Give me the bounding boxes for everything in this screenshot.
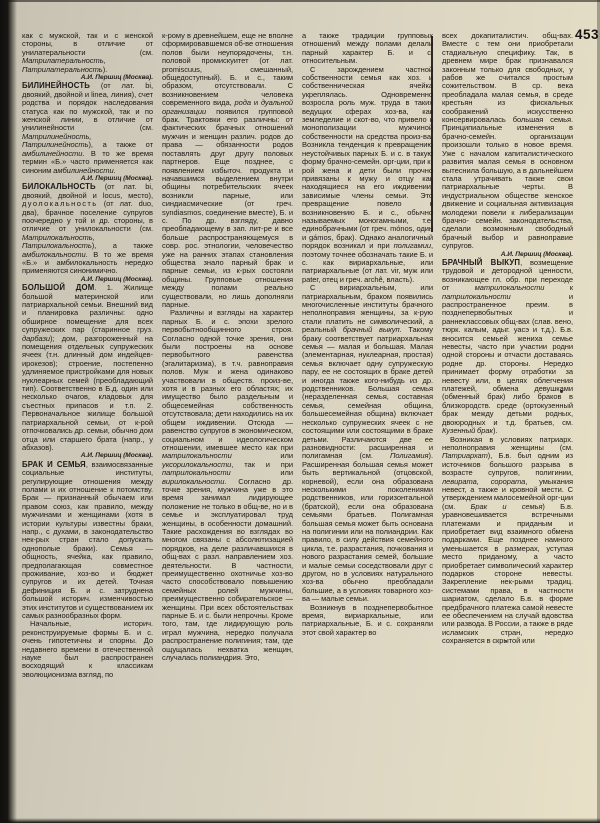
text-segment: ) Б.в. уравновешивается встречными платежами и приданым и приобретает вид взаимного обмена подарками. Еще позднее намного уменьшается в размерах, уступая место приданому, а часто приобретает символический характер подарков стороне невесты. Закрепление нек-рыми традиц. системами права, в частности шариатом, сделало Б.в. в форме предбрачного платежа самой невесте ее обеспечением на случай вдовства или развода. В России, а также в ряде исламских стран, нередко сохраняется в скрытой или	[442, 501, 573, 646]
text-column-4	[442, 32, 573, 814]
text-segment: брачный выкуп	[342, 325, 400, 335]
author-signature: А.И. Першиц (Москва).	[500, 250, 573, 258]
author-signature: А.И. Першиц (Москва).	[80, 74, 153, 82]
text-segment: матрилокальности	[474, 283, 545, 293]
paragraph	[162, 32, 293, 309]
text-segment: , умыкания невест, а также и кровной мести. С утверждением малосемейной орг-ции (см.	[442, 476, 573, 511]
text-segment: или	[231, 451, 293, 461]
text-segment: , возмещение трудовой и детородной ценности, возникающее гл. обр. при переходе от	[442, 257, 573, 293]
book-binding-shadow	[0, 0, 17, 823]
entry-headword: БИЛОКАЛЬНОСТЬ	[22, 182, 96, 192]
text-segment: амбилинейности	[22, 148, 83, 158]
paragraph	[22, 32, 153, 74]
text-segment: С вириархальным, или патриархальным, браком появились многочисленные институты брачного неполноправия женщины, за к-рую стали платить не символический, а реальный	[302, 283, 433, 335]
text-segment: .	[113, 165, 116, 175]
text-segment: ), а также	[91, 241, 153, 251]
paragraph	[302, 66, 433, 285]
text-segment: левирата, сорората	[442, 476, 526, 486]
text-segment: Кузенный брак	[442, 426, 493, 436]
text-segment: Матрилатеральность, Патрилатеральность	[22, 56, 106, 74]
entry-paragraph	[22, 82, 153, 174]
text-segment: . 1. Жилище большой материнской или патриархальной семьи. Внешний вид и планировка различны: одно обширное помещение для всех супружеских пар (старинное груз.	[22, 283, 153, 335]
text-segment: Брак и семья	[470, 501, 543, 511]
entry-paragraph	[22, 284, 153, 452]
text-segment: вирилокальности	[162, 476, 225, 486]
text-segment: ).	[492, 426, 498, 436]
text-segment: Матрилокальность, Патрилокальность	[22, 232, 95, 251]
paragraph	[442, 32, 573, 251]
entry-headword: БИЛИНЕЙНОСТЬ	[22, 81, 91, 91]
paragraph	[302, 284, 433, 603]
text-segment: ).	[102, 64, 108, 74]
text-columns	[22, 32, 573, 814]
paragraph	[302, 32, 433, 66]
text-segment: ); дом, разгороженный на помещения отдельных супружеских ячеек (т.н. длинный дом индейцев-ирокезов); строение, постепенно удлиняемое пристройками для новых нуклеарных семей (преобладающий тип). Соответственно в Б.д. один или несколько очагов, кладовых для съестных припасов и т.п. 2. Первоначальное жилище большой патриархальной семьи, от к-рой отпочковались др. семьи, обычно дом отца или старшего брата (напр., у абхазов).	[22, 333, 153, 452]
author-signature: А.И. Першиц (Москва).	[80, 452, 153, 460]
page-number: 453	[574, 27, 599, 42]
paragraph	[302, 604, 433, 638]
text-segment: дуолокальность	[22, 199, 98, 209]
text-column-1	[22, 32, 153, 814]
text-segment: дуальной организации	[162, 98, 293, 116]
entry-headword: БРАЧНЫЙ ВЫКУП	[442, 257, 521, 267]
text-segment: ), Б.в. был одним из источников большого разрыва в возрасте супругов, полигинии,	[442, 451, 573, 478]
text-segment: Начальные, историч. реконструируемые формы Б. и с. очень гипотетичны и спорны. До недавнего времени в отечественной науке был распространен восходящий к классикам эволюционизма взгляд, по	[22, 619, 153, 679]
text-segment: Матрилинейность, Патрилинейность	[22, 131, 92, 150]
entry-headword: БОЛЬШОЙ ДОМ	[22, 283, 95, 293]
paragraph	[162, 309, 293, 662]
text-segment: амбилинейности	[53, 165, 114, 175]
scan-edge-bottom	[0, 818, 600, 823]
text-segment: амбилокальности	[22, 249, 86, 259]
text-segment: патрилокальности	[442, 291, 511, 301]
text-segment: как с мужской, так и с женской стороны, в отличие от унилатеральности (см.	[22, 32, 153, 57]
entry-paragraph	[22, 461, 153, 621]
text-column-2	[162, 32, 293, 814]
text-segment: (от лат. duo, два), брачное поселение супругов поочередно у той и др. стороны, в отличие от унилокальности (см.	[22, 199, 153, 234]
text-segment: ), а также от	[88, 140, 153, 150]
text-segment: . В то же время «Б.» и амбилокальность нередко применяются синонимично.	[22, 249, 153, 276]
text-segment: Патриархат	[442, 451, 488, 461]
text-segment: (от лат. bi, двоякий, двойной и locus, место),	[22, 182, 153, 200]
text-segment: уксорилокальности	[162, 459, 232, 469]
text-segment: ). Расширенная большая семья может быть вертикальной (отцовской, корневой), если она образована несколькими поколениями родственников, или горизонтальной (братской), если она образована семьями братьев. Полигамная большая семья может быть основана на полигинии или на полиандрии. Как правило, в силу действия семейного цикла, т.е. разрастания, почкования и нового разрастания семей, большие и малые семьи соседствовали друг с другом, но в условиях натурального хоз-ва обычно преобладали большие, а в условиях товарного хоз-ва — малые семьи.	[302, 451, 433, 604]
text-segment: (от лат. bi, двоякий, двойной и linea, линия), счет родства и порядок наследования статуса как по мужской, так и по женской линии, в отличие от унилинейности (см.	[22, 81, 153, 133]
text-column-3	[302, 32, 433, 814]
author-signature: А.И. Першиц (Москва).	[80, 275, 153, 283]
paragraph	[22, 620, 153, 679]
text-segment: Возникнув в позднепервобытное время, вириархальные, или патриархальные, Б. и с. сохраняли этот свой характер во	[302, 602, 433, 637]
text-segment: рода	[234, 98, 251, 108]
text-segment: всех докапиталистич. общ-вах. Вместе с тем они приобретали стадиальную специфику. Так, в древнем мире брак признавался законным только для свободных, у рабов же считался простым сожительством. В ср. века преобладала малая семья, в среде крестьян из фискальных соображений искусственно консервировалась большая семья. Принципиальные изменения в брачно-семейн. организации произошли только в новое время. Уже с началом капиталистического развития малая семья в основном вытеснила большую, а в дальнейшем стала утрачивать также свои патриархальные черты. В индустриальном обществе женское движение и социальная активизация молодежи повели к либерализации брачно- семейн. законодательства, сделали возможным свободный брачный выбор и равноправие супругов.	[442, 32, 573, 251]
paragraph	[442, 436, 573, 646]
entry-headword: БРАК И СЕМЬЯ	[22, 459, 86, 469]
text-segment: к	[544, 283, 573, 293]
text-segment: патрилокальности	[162, 468, 231, 478]
text-segment: Возникая в условиях патриарх. неполноправия женщины (см.	[442, 434, 573, 452]
text-segment: Полигамия	[390, 451, 429, 461]
text-segment: к-рому в древнейшем, еще не вполне сформировавшемся об-ве отношения полов были неупорядочены, т.н. половой промискуитет (от лат. promiscuus, смешанный, общедоступный). Б. и с., таким образом, отсутствовали. С возникновением человека современного вида,	[162, 32, 293, 108]
text-segment: а также традиции групповых отношений между полами делали парный характер Б. и с. относительным.	[302, 32, 433, 66]
text-segment: , поэтому точнее обозначать такие Б. и с. как вириархальные, или патриархальные (от лат. vir, муж или pater, отец и греч. archê, власть).	[302, 241, 433, 284]
author-signature: А.И. Першиц (Москва).	[80, 174, 153, 182]
scan-edge-top	[0, 0, 600, 2]
text-segment: появился групповой брак. Трактовки его различны: от фактических брачных отношений мужчин и женщин различ. родов до права — обязанности родов поставлять друг другу половых партнеров. Еще позднее, с появлением избыточ. продукта и начавшимся выделением внутри общины потребительских ячеек возникли парные, или синдиасмические (от греч. syndiasmos, соединение вместе), Б. и с. По др. взгляду, давно преобладающему в зап. лит-ре и все больше распространяющемуся в совр. рос. этнологии, человечество уже на ранних этапах становления общества знало парный брак и парные семьи, из к-рых состояли общины. Групповые отношения между полами реально существовали, но лишь дополняли парные.	[162, 106, 293, 309]
entry-paragraph	[22, 183, 153, 275]
text-segment: матрилокальности	[162, 451, 232, 461]
text-segment: , взаимосвязанные социальные институты, регулирующие отношения между полами и их отношение к потомству. Брак — признанный обычаем или правом союз, как правило, между мужчинами и женщинами (хотя в истории культуры известны браки, напр., с духами, в законодательство нек-рых стран стало допускать однополые браки). Семья — общность, ячейка, как правило, предполагающая совместное проживание, хоз-во и бюджет супругов и их детей. Точная дефиниция Б. и с. затруднена большой историч. изменчивостью этих институтов и существованием их самых разнообразных форм.	[22, 459, 153, 621]
text-segment: и	[251, 98, 261, 108]
text-segment: и распространенное преим. в позднепервобытных и раннеклассовых общ-вах (слав. вено, тюрк. калым, адыг. уасэ и т.д.). Б.в. вносится семьей жениха семье невесты, часто при участии родни одной стороны и отчасти доставаясь родне др. стороны. Нередко принимает форму отработки за невесту или, в целях облегчения платежей, обмена девушками (обменный брак) либо браков в близкородств. среде (ортокузенный брак между детьми родных, двоюродных и т.д. братьев, см.	[442, 291, 573, 427]
entry-paragraph	[442, 259, 573, 436]
text-segment: полигамии	[393, 241, 431, 251]
text-segment: дарбази	[22, 333, 51, 343]
text-segment: . Согласно др. точке зрения, мужчина уже в это время занимал лидирующее положение не только в общ-ве, но и в семье и эксплуатировал труд женщины, в особенности домашний. Такие расхождения во взглядах во многом связаны с абсолютизацией порядков, на деле различавшихся в общ-вах с разл. направлением хоз. деятельности. В частности, преимущественно охотничье хоз-во часто способствовало повышению семейных ролей мужчины, преимущественно собирательское — женщины. При всех обстоятельствах парные Б. и с. были непрочны. Кроме того, там, где лидирующую роль играл мужчина, нередко получала распространение полигиния; там, где ощущалась нехватка женщин, случалась полиандрия. Это,	[162, 476, 293, 663]
text-segment: С зарождением частной собственности семья как хоз. и собственническая ячейка укреплялась. Одновременно возросла роль муж. труда в таких ведущих сферах хоз-ва, как земледелие и скот-во, что привело к монополизации мужчиной собственности на средства произ-ва. Возникла тенденция к превращению неустойчивых парных Б. и с. в такую форму брачно-семейн. орг-ции, при к-рой жена и дети были прочно привязаны к мужу и отцу как находящиеся на его иждивении, зависимые члены семьи. Это превращение повело к возникновению Б. и с., обычно называемых моногамными, т.е. единобрачными (от греч. mónos, один и gámos, брак). Однако аналогичный порядок возникал и при	[302, 64, 433, 251]
text-segment: Различны и взгляды на характер парных Б. и с. эпохи зрелого первобытнообщинного строя. Согласно одной точке зрения, они были построены на основе первобытного равенства (эгалитаризма), в т.ч. равноправия полов. Муж и жена одинаково участвовали в обществ. произ-ве, хотя и в разных его областях; их имущество было раздельным и общесемейная собственность отсутствовала; дети находились на их общем иждивении. Отсюда — равенство супругов в экономическом, социальном и идеологическом отношении, имевшее место как при	[162, 308, 293, 452]
text-segment: . В то же время термин «Б.» часто применяется как синоним	[22, 148, 153, 175]
text-segment: или	[230, 468, 293, 478]
text-segment: , так и при	[231, 459, 293, 469]
text-segment: . Такому браку соответствует патриархальная семья — малая и большая. Малая (элементарная, нуклеарная, простая) семья включает одну супружескую пару, ее не состоящих в браке детей и иногда также кого-нибудь из др. родственников. Большая семья (неразделенная семья, составная семья, семейная община, большесемейная община) включает несколько супружеских ячеек с не состоящими или состоящими в браке детьми. Различаются две ее разновидности: расширенная и полигамная (см.	[302, 325, 433, 461]
